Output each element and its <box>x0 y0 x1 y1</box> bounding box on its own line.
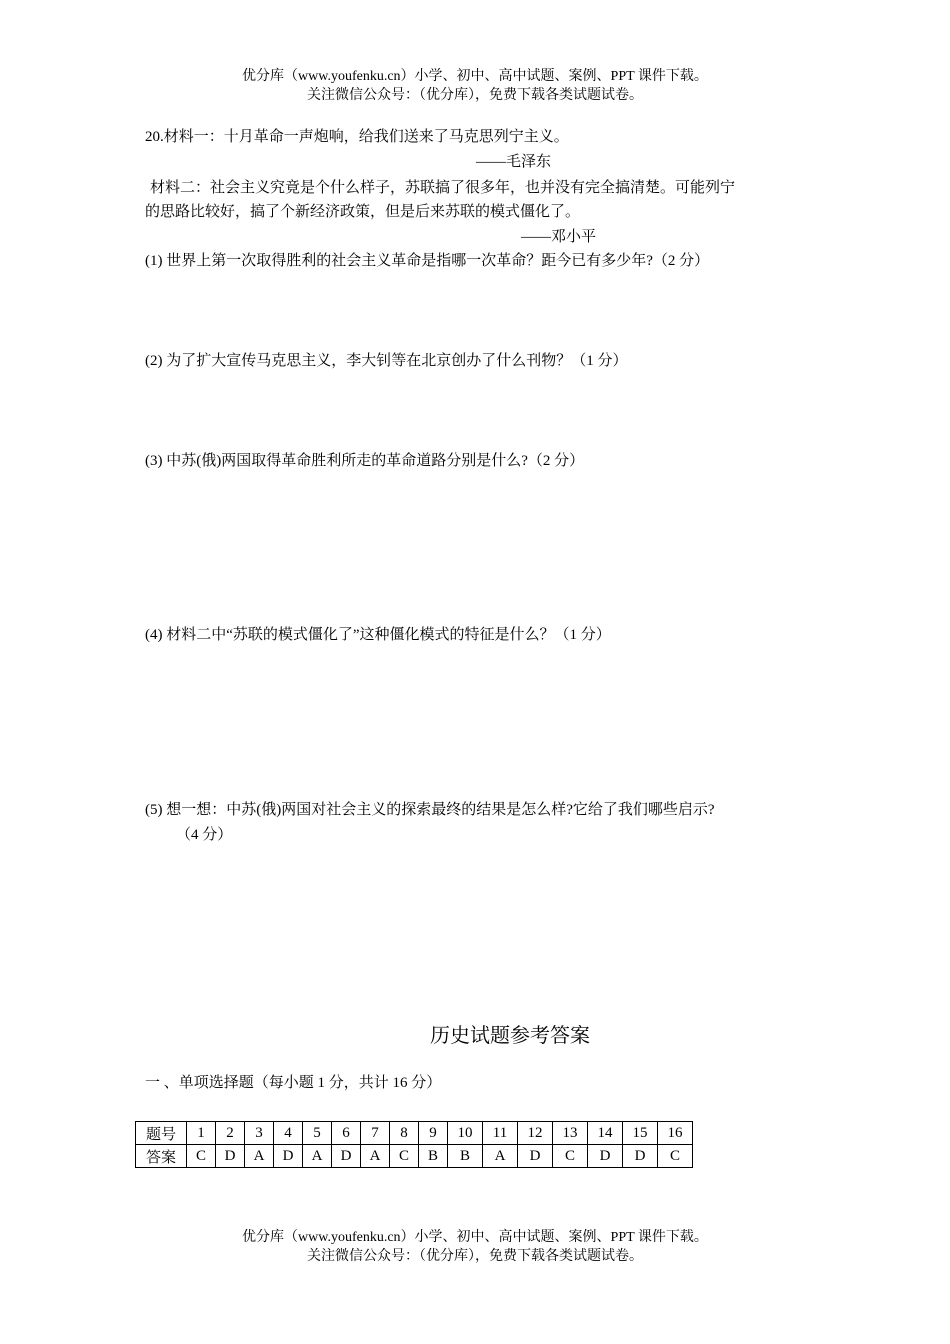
cell-number: 7 <box>361 1122 390 1145</box>
question-1: (1) 世界上第一次取得胜利的社会主义革命是指哪一次革命？距今已有多少年?（2 分） <box>145 253 710 269</box>
cell-number: 4 <box>274 1122 303 1145</box>
cell-answer: C <box>187 1145 216 1168</box>
cell-number: 15 <box>623 1122 658 1145</box>
cell-answer: D <box>216 1145 245 1168</box>
material-two-line2: 的思路比较好，搞了个新经济政策，但是后来苏联的模式僵化了。 <box>145 204 581 220</box>
page-header-line2: 关注微信公众号：（优分库），免费下载各类试题试卷。 <box>307 88 643 103</box>
row-label-answer: 答案 <box>136 1145 187 1168</box>
cell-answer: D <box>623 1145 658 1168</box>
row-label-number: 题号 <box>136 1122 187 1145</box>
source-deng: ——邓小平 <box>521 229 597 245</box>
cell-answer: B <box>419 1145 448 1168</box>
page-footer-line2: 关注微信公众号：（优分库），免费下载各类试题试卷。 <box>307 1249 643 1264</box>
cell-number: 3 <box>245 1122 274 1145</box>
cell-answer: D <box>274 1145 303 1168</box>
cell-number: 2 <box>216 1122 245 1145</box>
cell-answer: B <box>448 1145 483 1168</box>
cell-number: 9 <box>419 1122 448 1145</box>
cell-number: 8 <box>390 1122 419 1145</box>
page-footer-line1: 优分库（www.youfenku.cn）小学、初中、高中试题、案例、PPT 课件下载。 <box>242 1230 708 1245</box>
cell-answer: D <box>588 1145 623 1168</box>
cell-answer: D <box>332 1145 361 1168</box>
cell-number: 11 <box>483 1122 518 1145</box>
cell-answer: C <box>553 1145 588 1168</box>
material-two-line1: 材料二：社会主义究竟是个什么样子，苏联搞了很多年，也并没有完全搞清楚。可能列宁 <box>150 180 736 196</box>
section-one-heading: 一 、单项选择题（每小题 1 分，共计 16 分） <box>145 1075 442 1091</box>
page-header-line1: 优分库（www.youfenku.cn）小学、初中、高中试题、案例、PPT 课件下载。 <box>242 69 708 84</box>
question-5-line1: (5) 想一想：中苏(俄)两国对社会主义的探索最终的结果是怎么样?它给了我们哪些启示? <box>145 802 715 818</box>
cell-answer: C <box>390 1145 419 1168</box>
cell-number: 6 <box>332 1122 361 1145</box>
source-mao: ——毛泽东 <box>476 154 552 170</box>
cell-answer: D <box>518 1145 553 1168</box>
material-one: 20.材料一：十月革命一声炮响，给我们送来了马克思列宁主义。 <box>145 129 569 145</box>
cell-number: 14 <box>588 1122 623 1145</box>
question-2: (2) 为了扩大宣传马克思主义，李大钊等在北京创办了什么刊物？（1 分） <box>145 353 628 369</box>
question-3: (3) 中苏(俄)两国取得革命胜利所走的革命道路分别是什么?（2 分） <box>145 453 585 469</box>
table-row-answers <box>136 1145 693 1168</box>
cell-number: 16 <box>658 1122 693 1145</box>
cell-answer: A <box>303 1145 332 1168</box>
cell-number: 12 <box>518 1122 553 1145</box>
cell-answer: A <box>483 1145 518 1168</box>
cell-number: 13 <box>553 1122 588 1145</box>
table-row-numbers <box>136 1122 693 1145</box>
cell-answer: C <box>658 1145 693 1168</box>
answers-title: 历史试题参考答案 <box>430 1025 590 1047</box>
cell-number: 5 <box>303 1122 332 1145</box>
cell-number: 10 <box>448 1122 483 1145</box>
answer-table <box>135 1121 693 1168</box>
cell-answer: A <box>361 1145 390 1168</box>
question-4: (4) 材料二中“苏联的模式僵化了”这种僵化模式的特征是什么？（1 分） <box>145 627 611 643</box>
cell-answer: A <box>245 1145 274 1168</box>
cell-number: 1 <box>187 1122 216 1145</box>
question-5-line2: （4 分） <box>176 827 233 843</box>
